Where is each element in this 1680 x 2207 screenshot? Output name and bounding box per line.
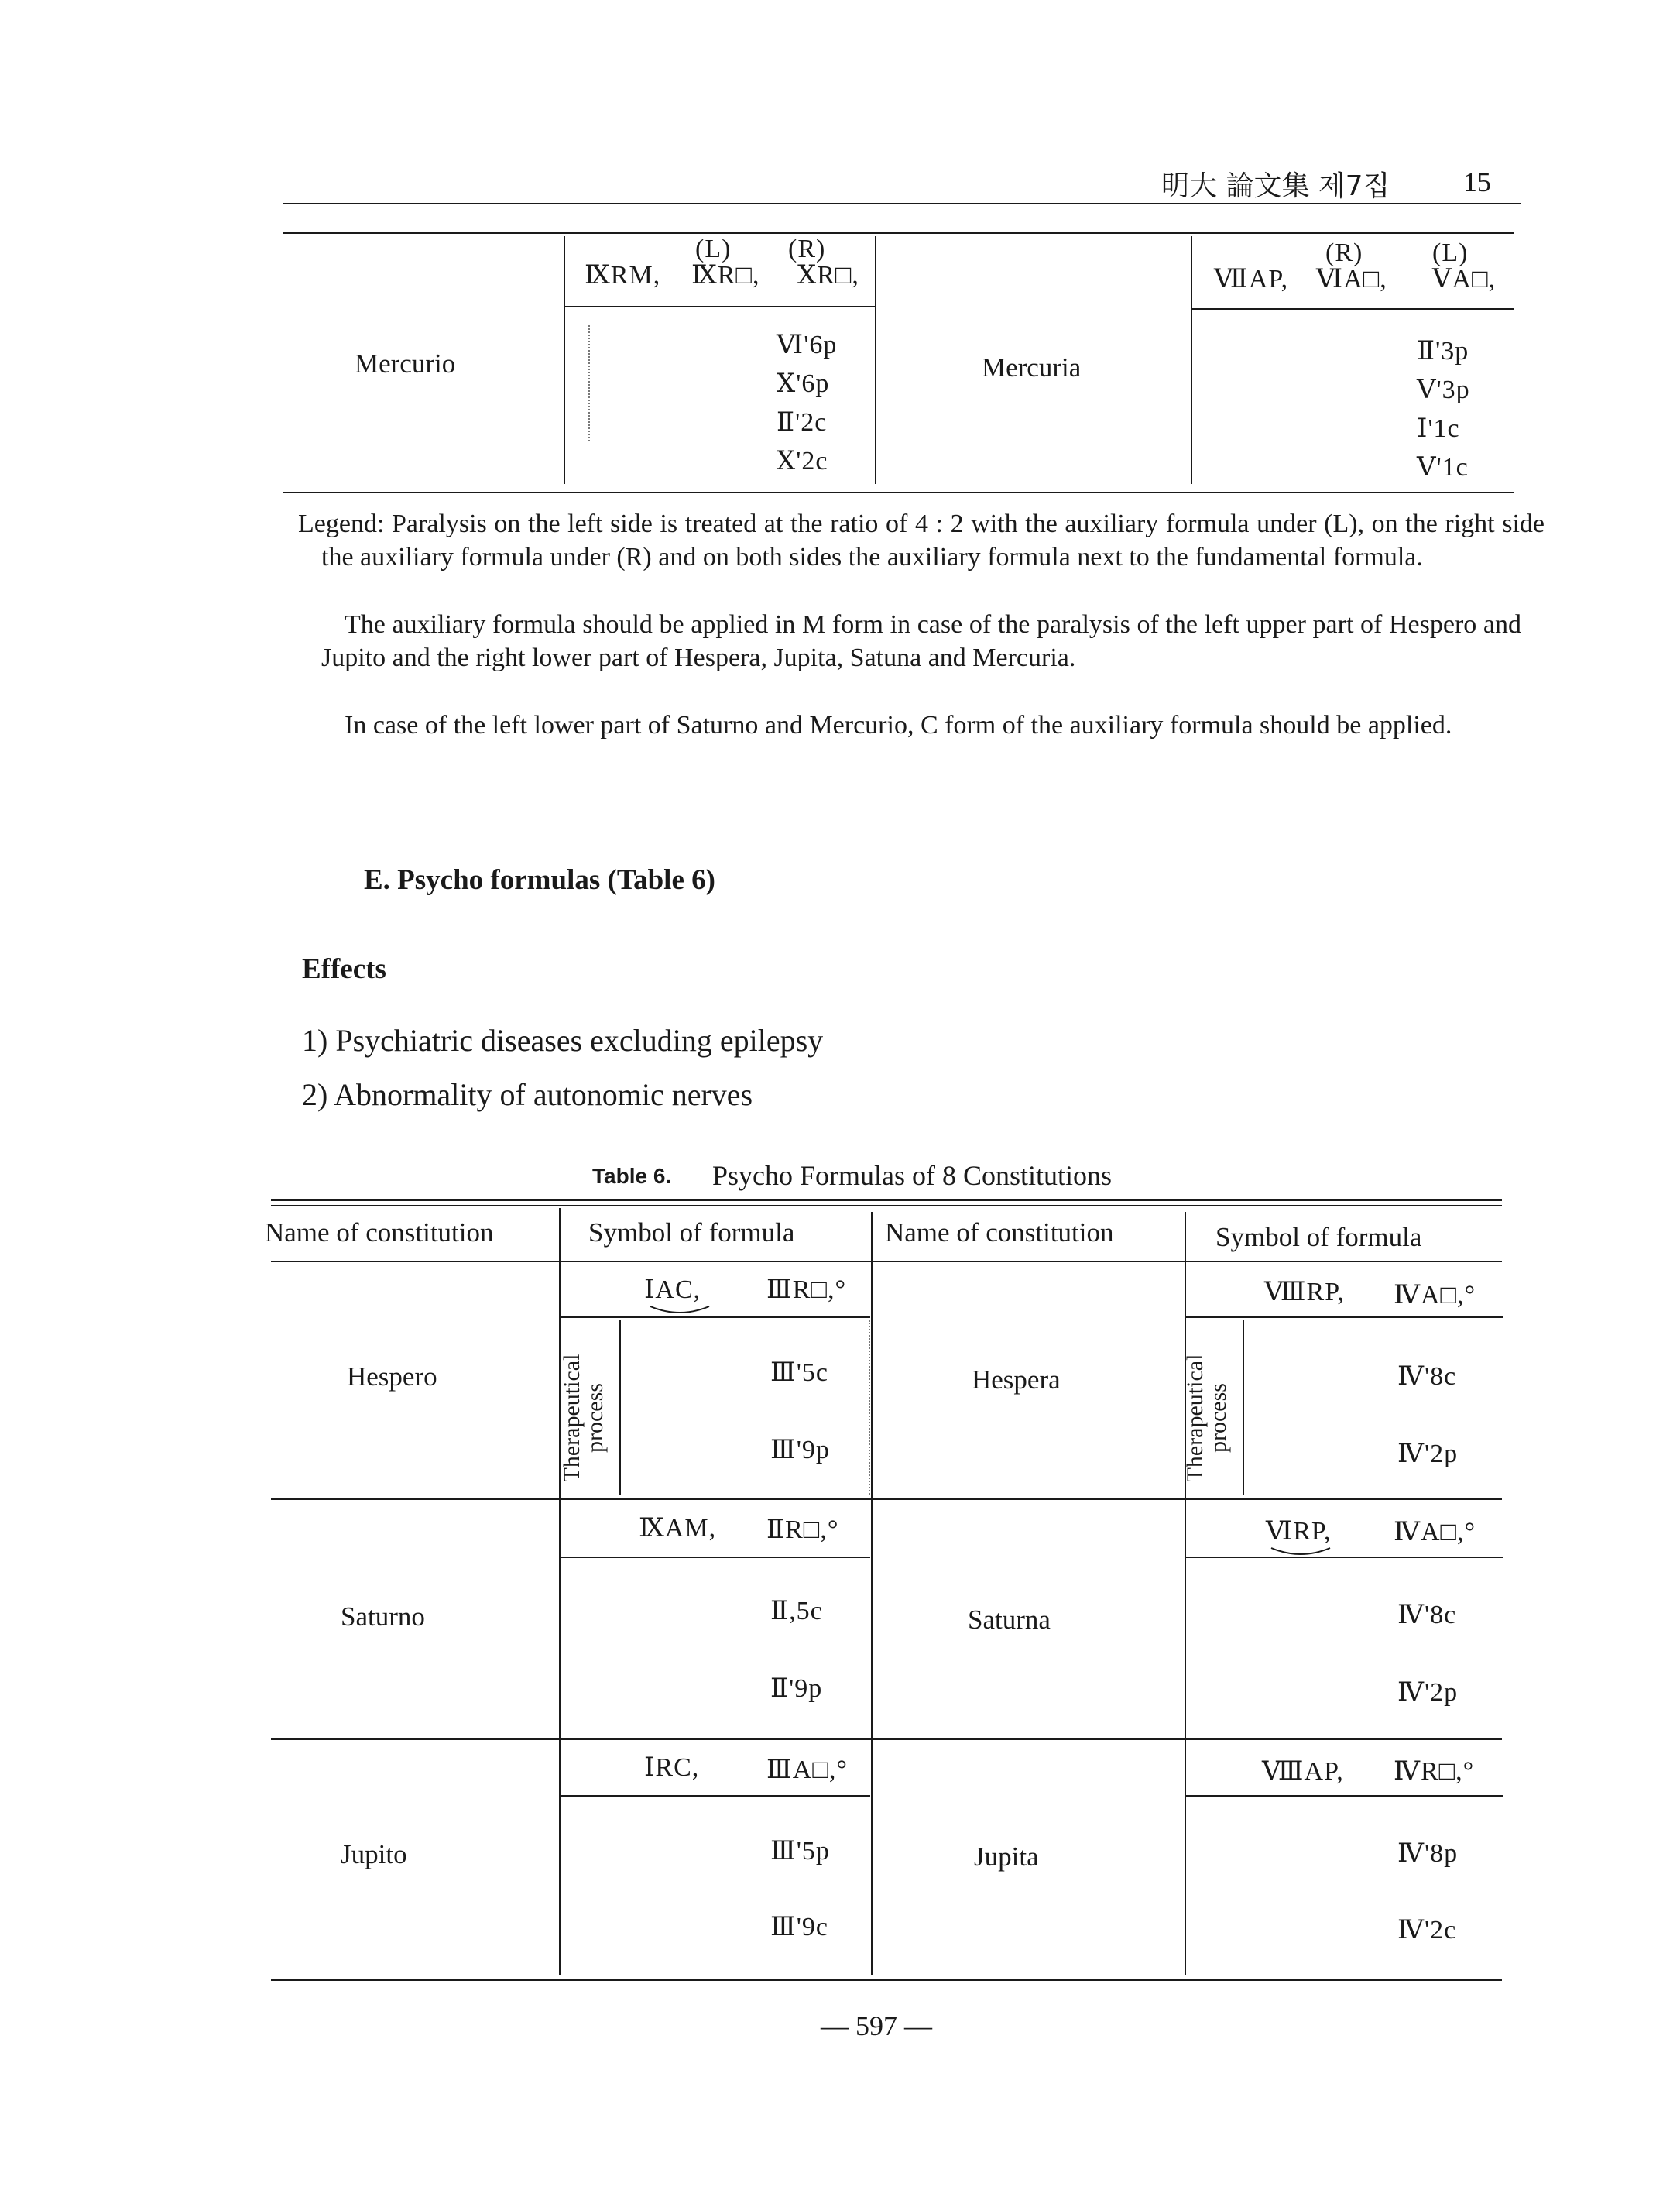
- table5-left-formula-l: ⅨR□,: [691, 261, 760, 290]
- table6-right-name: Hespera: [972, 1364, 1061, 1395]
- table6-left-aux: ⅢR□,°: [766, 1275, 847, 1304]
- table6-bottom-rule: [271, 1979, 1502, 1981]
- legend-paragraph-1: Legend: Paralysis on the left side is treated at the ratio of 4 : 2 with the auxiliary formula under (L), on the right side the auxiliary formula under (R) and on both sides the auxiliary formula next to the fundamental formula.: [298, 510, 1545, 571]
- table6-left-main: ⅨAM,: [639, 1514, 717, 1543]
- table5-right-step: Ⅴ'3p: [1417, 376, 1470, 404]
- table6-right-step: Ⅳ'2p: [1397, 1678, 1459, 1707]
- table6-col-border: [559, 1208, 561, 1975]
- table5-right-step: Ⅱ'3p: [1417, 337, 1469, 366]
- table6-right-aux: ⅣA□,°: [1394, 1518, 1476, 1546]
- table6-left-step: Ⅱ,5c: [770, 1597, 823, 1625]
- table6-left-step: Ⅱ'9p: [770, 1674, 823, 1703]
- effects-item: 2) Abnormality of autonomic nerves: [302, 1077, 753, 1112]
- table5-right-formula-r: ⅥA□,: [1316, 265, 1387, 293]
- table6-header-rule: [271, 1261, 1502, 1262]
- table6-col-border: [871, 1212, 873, 1975]
- table6-right-name: Jupita: [974, 1841, 1039, 1872]
- table5-left-r-label: (R): [788, 235, 826, 263]
- table6-process-divider: [1243, 1320, 1244, 1495]
- table6-row-rule: [271, 1738, 1502, 1740]
- table6-left-name: Hespero: [347, 1361, 437, 1392]
- table6-dotted-line: [869, 1320, 870, 1495]
- table6-formula-rule: [561, 1557, 870, 1558]
- table5-left-process-border-left: [564, 236, 565, 484]
- table6-left-step: Ⅲ'9p: [770, 1436, 830, 1464]
- table6-formula-rule: [561, 1795, 870, 1797]
- table6-formula-rule: [561, 1316, 870, 1318]
- table5-top-rule: [283, 232, 1514, 234]
- table5-left-l-label: (L): [695, 235, 732, 263]
- table6-formula-rule: [1186, 1795, 1503, 1797]
- table5-right-step: Ⅴ'1c: [1417, 453, 1469, 482]
- legend-paragraph-3: In case of the left lower part of Saturno and Mercurio, C form of the auxiliary formula should be applied.: [345, 711, 1452, 740]
- table6-left-main: ⅠAC,: [644, 1275, 701, 1304]
- table5-left-step: Ⅵ'6p: [777, 331, 838, 359]
- table5-right-name: Mercuria: [982, 352, 1082, 383]
- table6-right-aux: ⅣR□,°: [1394, 1757, 1475, 1786]
- table6-right-main: ⅧRP,: [1264, 1278, 1345, 1306]
- table6-header-cell: Symbol of formula: [1215, 1222, 1422, 1252]
- table5-left-step: Ⅱ'2c: [777, 408, 828, 437]
- table6-caption-label: Table 6.: [592, 1164, 672, 1188]
- process-label-line-2: process: [1205, 1383, 1231, 1453]
- table6-process-label: [1184, 1333, 1232, 1503]
- table6-right-step: Ⅳ'8c: [1397, 1601, 1457, 1629]
- table6-right-step: Ⅳ'8c: [1397, 1362, 1457, 1391]
- page-footer-number: — 597 —: [821, 2010, 932, 2041]
- table6-left-aux: ⅡR□,°: [766, 1515, 839, 1544]
- table5-right-formula-main: ⅦAP,: [1214, 265, 1289, 293]
- process-label-line-1: Therapeutical: [1182, 1354, 1208, 1482]
- running-header-page-number: 15: [1463, 166, 1491, 197]
- header-rule: [283, 203, 1521, 204]
- table6-header-cell: Name of constitution: [265, 1217, 494, 1248]
- table6-process-divider: [619, 1320, 621, 1495]
- table6-right-step: Ⅳ'2c: [1397, 1916, 1457, 1944]
- table5-right-step: Ⅰ'1c: [1417, 414, 1460, 443]
- table6-right-step: Ⅳ'2p: [1397, 1440, 1459, 1468]
- table5-bottom-rule: [283, 492, 1514, 493]
- process-label-line-2: process: [582, 1383, 608, 1453]
- table6-right-step: Ⅳ'8p: [1397, 1839, 1459, 1868]
- table5-left-formula-r: ⅩR□,: [797, 261, 859, 290]
- legend-paragraph-2: The auxiliary formula should be applied in M form in case of the paralysis of the left upper part of Hespero and Jupito and the right lower part of Hespera, Jupita, Satuna and Mercuria.: [321, 610, 1521, 672]
- table5-right-formula-l: ⅤA□,: [1432, 265, 1497, 293]
- process-label-line-1: Therapeutical: [559, 1354, 585, 1482]
- table6-right-name: Saturna: [968, 1605, 1051, 1635]
- table6-right-main: ⅧAP,: [1262, 1757, 1344, 1786]
- table6-underline-arc: [1270, 1545, 1332, 1560]
- table6-header-cell: Symbol of formula: [588, 1217, 795, 1248]
- table6-row-rule: [271, 1498, 1502, 1500]
- table6-right-main: ⅥRP,: [1266, 1517, 1332, 1546]
- table6-left-aux: ⅢA□,°: [766, 1756, 848, 1784]
- table5-left-step: Ⅹ'2c: [777, 447, 828, 475]
- table6-left-step: Ⅲ'5c: [770, 1358, 829, 1387]
- table5-left-formula-main: ⅨRM,: [585, 261, 661, 290]
- table5-right-l-label: (L): [1432, 239, 1469, 267]
- running-header-journal: 明大 論文集 제7집: [1161, 170, 1390, 202]
- table6-process-label: [561, 1333, 609, 1503]
- table6-caption: Psycho Formulas of 8 Constitutions: [712, 1160, 1113, 1191]
- table5-right-process-border-left: [1191, 236, 1192, 484]
- table6-formula-rule: [1186, 1557, 1503, 1558]
- table5-left-dotted-line: [588, 325, 590, 441]
- table6-left-name: Jupito: [341, 1839, 407, 1869]
- table5-right-r-label: (R): [1325, 239, 1363, 267]
- table6-left-step: Ⅲ'5p: [770, 1837, 830, 1865]
- table6-left-step: Ⅲ'9c: [770, 1913, 829, 1941]
- table6-top-rule: [271, 1199, 1502, 1201]
- table6-left-name: Saturno: [341, 1601, 425, 1632]
- table6-left-main: ⅠRC,: [644, 1753, 700, 1782]
- table6-header-cell: Name of constitution: [885, 1217, 1114, 1248]
- effects-heading: Effects: [302, 953, 386, 985]
- table5-right-formula-rule: [1192, 308, 1514, 310]
- table6-underline-arc: [649, 1303, 711, 1319]
- table6-right-aux: ⅣA□,°: [1394, 1281, 1476, 1309]
- table5-left-step: Ⅹ'6p: [777, 369, 830, 398]
- table6-col-border: [1185, 1212, 1186, 1975]
- table5-left-process-border-right: [875, 236, 876, 484]
- table5-left-name: Mercurio: [355, 348, 456, 379]
- effects-item: 1) Psychiatric diseases excluding epilepsy: [302, 1023, 824, 1058]
- table6-formula-rule: [1186, 1316, 1503, 1318]
- table6-top-rule-2: [271, 1205, 1502, 1206]
- section-heading: E. Psycho formulas (Table 6): [364, 864, 715, 896]
- table5-left-formula-rule: [565, 306, 875, 307]
